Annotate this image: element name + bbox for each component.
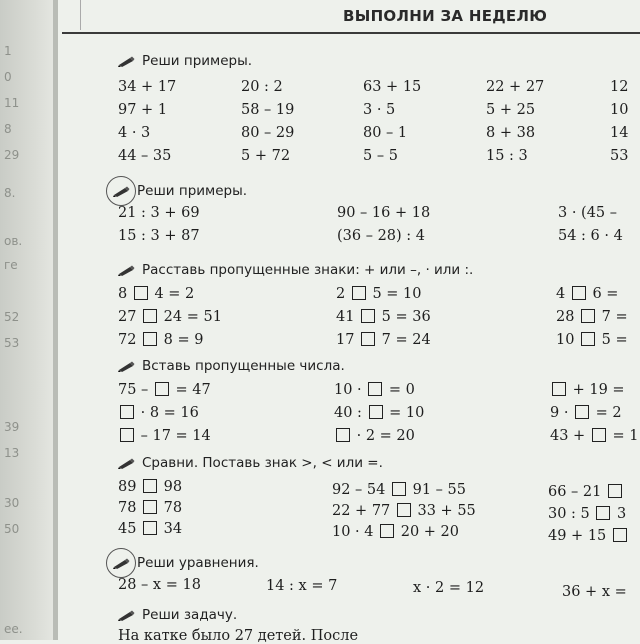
left-page-fragment: 39 [4, 420, 20, 434]
example: 5 + 72 [241, 148, 291, 164]
left-page-fragment: ге [4, 258, 18, 272]
answer-box[interactable] [361, 332, 375, 346]
missing-sign-example: 72 8 = 9 [118, 332, 204, 348]
answer-box[interactable] [336, 428, 350, 442]
equation: 14 : x = 7 [266, 578, 338, 594]
pencil-icon [113, 185, 130, 197]
example: 15 : 3 [486, 148, 528, 164]
example: 8 + 38 [486, 125, 536, 141]
missing-sign-example: 4 6 = [556, 286, 619, 302]
example: 14 [610, 125, 629, 141]
left-page-fragment: 50 [4, 522, 20, 536]
missing-number-example: 10 · = 0 [334, 382, 415, 398]
task-heading [118, 53, 252, 69]
example: 3 · (45 – [558, 205, 618, 221]
answer-box[interactable] [575, 405, 589, 419]
answer-box[interactable] [361, 309, 375, 323]
answer-box[interactable] [134, 286, 148, 300]
example: 5 – 5 [363, 148, 398, 164]
missing-sign-example: 41 5 = 36 [336, 309, 431, 325]
example: 15 : 3 + 87 [118, 228, 200, 244]
comparison-example: 66 – 21 [548, 484, 624, 500]
missing-sign-example: 28 7 = [556, 309, 628, 325]
left-page-edge [0, 0, 58, 640]
missing-number-example: · 2 = 20 [334, 428, 415, 444]
left-page-fragment: 52 [4, 310, 20, 324]
task-label: Реши задачу. [142, 607, 238, 623]
task-heading [118, 262, 473, 278]
answer-box[interactable] [608, 484, 622, 498]
example: 58 – 19 [241, 102, 295, 118]
left-page-fragment: 8. [4, 186, 16, 200]
comparison-example: 92 – 54 91 – 55 [332, 482, 466, 498]
comparison-example: 30 : 5 3 [548, 506, 627, 522]
example: 97 + 1 [118, 102, 168, 118]
missing-sign-example: 8 4 = 2 [118, 286, 195, 302]
book-gutter [53, 0, 58, 640]
answer-box[interactable] [613, 528, 627, 542]
word-problem-text: На катке было 27 детей. После [118, 628, 359, 644]
example: 3 · 5 [363, 102, 396, 118]
task-label: Сравни. Поставь знак >, < или =. [142, 455, 383, 471]
answer-box[interactable] [143, 500, 157, 514]
left-page-fragment: 11 [4, 96, 20, 110]
task-label: Реши примеры. [142, 53, 253, 69]
example: 5 + 25 [486, 102, 536, 118]
comparison-example: 49 + 15 [548, 528, 629, 544]
missing-number-example: 40 : = 10 [334, 405, 425, 421]
answer-box[interactable] [552, 382, 566, 396]
left-page-fragment: 53 [4, 336, 20, 350]
equation: x · 2 = 12 [413, 580, 485, 596]
left-page-fragment: 29 [4, 148, 20, 162]
answer-box[interactable] [380, 524, 394, 538]
left-page-fragment: 13 [4, 446, 20, 460]
example: (36 – 28) : 4 [337, 228, 426, 244]
example: 63 + 15 [363, 79, 422, 95]
pencil-icon [118, 264, 135, 276]
example: 53 [610, 148, 629, 164]
example: 90 – 16 + 18 [337, 205, 431, 221]
comparison-example: 10 · 4 20 + 20 [332, 524, 460, 540]
comparison-example: 22 + 77 33 + 55 [332, 503, 476, 519]
example: 21 : 3 + 69 [118, 205, 200, 221]
answer-box[interactable] [397, 503, 411, 517]
missing-sign-example: 27 24 = 51 [118, 309, 222, 325]
example: 44 – 35 [118, 148, 172, 164]
task-heading [118, 607, 237, 623]
comparison-example: 78 78 [118, 500, 183, 516]
answer-box[interactable] [143, 332, 157, 346]
task-label: Реши уравнения. [137, 555, 259, 571]
answer-box[interactable] [572, 286, 586, 300]
comparison-example: 89 98 [118, 479, 183, 495]
answer-box[interactable] [155, 382, 169, 396]
header-divider [80, 0, 81, 30]
example: 10 [610, 102, 629, 118]
missing-number-example: + 19 = [550, 382, 625, 398]
missing-number-example: · 8 = 16 [118, 405, 199, 421]
circled-pencil-mark [106, 176, 136, 206]
task-label: Расставь пропущенные знаки: + или –, · или :. [142, 262, 474, 278]
page-title: ВЫПОЛНИ ЗА НЕДЕЛЮ [343, 7, 548, 25]
left-page-fragment: 1 [4, 44, 12, 58]
missing-sign-example: 2 5 = 10 [336, 286, 422, 302]
page-header [62, 0, 640, 34]
pencil-icon [118, 457, 135, 469]
task-label: Вставь пропущенные числа. [142, 358, 345, 374]
left-page-fragment: 8 [4, 122, 12, 136]
left-page-fragment: ов. [4, 234, 23, 248]
answer-box[interactable] [596, 506, 610, 520]
example: 12 [610, 79, 629, 95]
example: 80 – 1 [363, 125, 408, 141]
missing-sign-example: 17 7 = 24 [336, 332, 431, 348]
missing-number-example: 75 – = 47 [118, 382, 211, 398]
answer-box[interactable] [143, 309, 157, 323]
answer-box[interactable] [143, 521, 157, 535]
task-heading [118, 455, 383, 471]
answer-box[interactable] [120, 428, 134, 442]
task-heading [112, 176, 247, 206]
example: 4 · 3 [118, 125, 151, 141]
left-page-fragment: ее. [4, 622, 23, 636]
answer-box[interactable] [352, 286, 366, 300]
answer-box[interactable] [392, 482, 406, 496]
task-label: Реши примеры. [137, 183, 248, 199]
answer-box[interactable] [581, 309, 595, 323]
answer-box[interactable] [143, 479, 157, 493]
missing-sign-example: 10 5 = [556, 332, 628, 348]
answer-box[interactable] [581, 332, 595, 346]
equation: 28 – x = 18 [118, 577, 201, 593]
answer-box[interactable] [592, 428, 606, 442]
example: 54 : 6 · 4 [558, 228, 623, 244]
task-heading [118, 358, 345, 374]
pencil-icon [113, 557, 130, 569]
missing-number-example: 43 + = 1 [550, 428, 639, 444]
missing-number-example: – 17 = 14 [118, 428, 211, 444]
equation: 36 + x = [562, 584, 627, 600]
pencil-icon [118, 609, 135, 621]
example: 20 : 2 [241, 79, 283, 95]
example: 80 – 29 [241, 125, 295, 141]
answer-box[interactable] [369, 405, 383, 419]
comparison-example: 45 34 [118, 521, 183, 537]
pencil-icon [118, 360, 135, 372]
answer-box[interactable] [120, 405, 134, 419]
missing-number-example: 9 · = 2 [550, 405, 622, 421]
pencil-icon [118, 55, 135, 67]
left-page-fragment: 0 [4, 70, 12, 84]
task-heading [112, 548, 259, 578]
circled-pencil-mark [106, 548, 136, 578]
left-page-fragment: 30 [4, 496, 20, 510]
example: 22 + 27 [486, 79, 545, 95]
answer-box[interactable] [368, 382, 382, 396]
example: 34 + 17 [118, 79, 177, 95]
